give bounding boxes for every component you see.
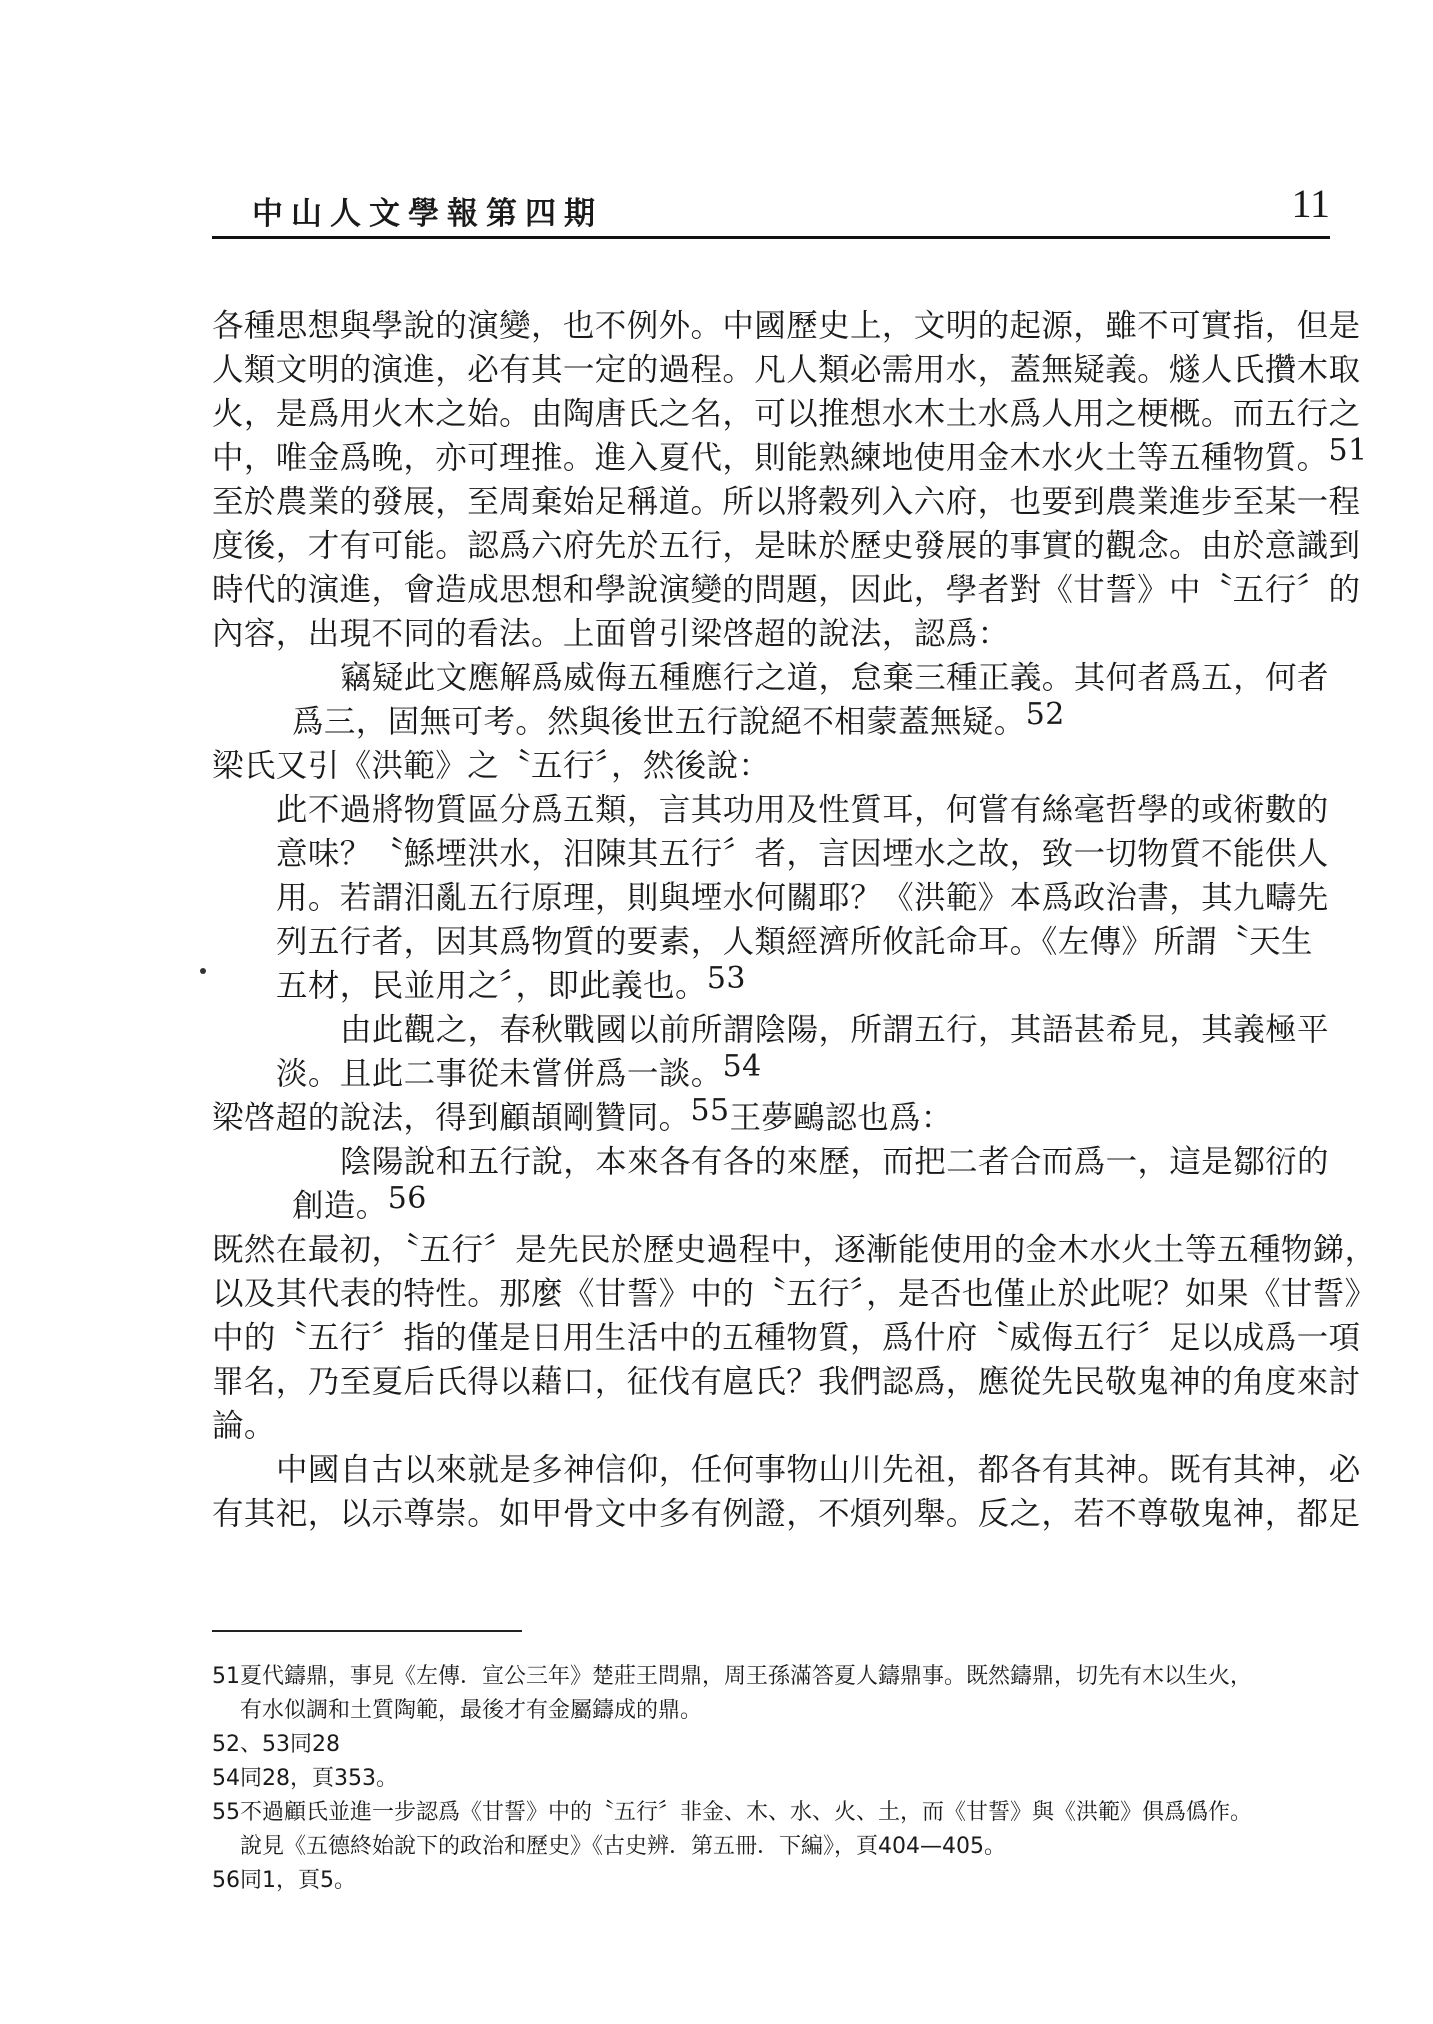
quote-line: 由此觀之，春秋戰國以前所謂陰陽，所謂五行，其語甚希見，其義極平	[340, 1012, 1329, 1048]
note-reference: 56	[387, 1181, 427, 1216]
text-line: 中國自古以來就是多神信仰，任何事物山川先祖，都各有其神。既有其神，必	[276, 1452, 1361, 1488]
footnote: 說見《五德終始說下的政治和歷史》《古史辨．第五冊．下編》，頁404—405。	[240, 1834, 1006, 1859]
note-reference: 55	[690, 1093, 730, 1128]
text-segment: 淡。且此二事從未嘗併爲一談。	[276, 1056, 723, 1092]
text-line: 火，是爲用火木之始。由陶唐氏之名，可以推想水木土水爲人用之梗概。而五行之	[212, 396, 1361, 432]
quote-line	[212, 697, 1330, 744]
quote-line: 列五行者，因其爲物質的要素，人類經濟所攸託命耳。《左傳》所謂〝天生	[276, 924, 1313, 960]
text-segment: 爲三，固無可考。然與後世五行說絕不相蒙蓋無疑。	[292, 704, 1026, 740]
footnote: 54同28，頁353。	[212, 1766, 398, 1791]
page-number: 11	[1291, 181, 1330, 226]
text-line: 梁氏又引《洪範》之〝五行〞，然後說：	[212, 748, 771, 784]
quote-line: 竊疑此文應解爲威侮五種應行之道，怠棄三種正義。其何者爲五，何者	[340, 660, 1329, 696]
text-line: 既然在最初，〝五行〞是先民於歷史過程中，逐漸能使用的金木水火土等五種物銻，	[212, 1232, 1377, 1268]
footnotes	[212, 1660, 1330, 1898]
text-line: 有其祀，以示尊崇。如甲骨文中多有例證，不煩列舉。反之，若不尊敬鬼神，都足	[212, 1496, 1361, 1532]
text-line: 度後，才有可能。認爲六府先於五行，是昧於歷史發展的事實的觀念。由於意識到	[212, 528, 1361, 564]
text-segment: 創造。	[292, 1188, 388, 1224]
footnote: 52、53同28	[212, 1732, 340, 1757]
quote-line: 陰陽說和五行說，本來各有各的來歷，而把二者合而爲一，這是鄒衍的	[340, 1144, 1329, 1180]
note-reference: 51	[1328, 433, 1368, 468]
text-line: 人類文明的演進，必有其一定的過程。凡人類必需用水，蓋無疑義。燧人氏攢木取	[212, 352, 1361, 388]
text-line: 中的〝五行〞指的僅是日用生活中的五種物質，爲什府〝威侮五行〞足以成爲一項	[212, 1320, 1361, 1356]
text-segment: 五材，民並用之〞，即此義也。	[276, 968, 707, 1004]
text-line: 時代的演進，會造成思想和學說演變的問題，因此，學者對《甘誓》中〝五行〞的	[212, 572, 1361, 608]
text-line	[212, 433, 1368, 480]
text-segment: 中，唯金爲晚，亦可理推。進入夏代，則能熟練地使用金木水火土等五種物質。	[212, 440, 1329, 476]
footnote: 有水似調和土質陶範，最後才有金屬鑄成的鼎。	[240, 1698, 703, 1723]
note-reference: 53	[706, 961, 746, 996]
text-line: 各種思想與學說的演變，也不例外。中國歷史上，文明的起源，雖不可實指，但是	[212, 308, 1361, 344]
text-line: 以及其代表的特性。那麼《甘誓》中的〝五行〞，是否也僅止於此呢？如果《甘誓》	[212, 1276, 1377, 1312]
running-header	[212, 181, 1330, 239]
text-line: 至於農業的發展，至周棄始足稱道。所以將穀列入六府，也要到農業進步至某一程	[212, 484, 1361, 520]
quote-line: 意味？〝鯀堙洪水，汨陳其五行〞者，言因堙水之故，致一切物質不能供人	[276, 836, 1329, 872]
note-reference: 54	[722, 1049, 762, 1084]
quote-line: 此不過將物質區分爲五類，言其功用及性質耳，何嘗有絲毫哲學的或術數的	[276, 792, 1329, 828]
text-line	[212, 1093, 1330, 1140]
text-line: 內容，出現不同的看法。上面曾引梁啓超的說法，認爲：	[212, 616, 1010, 652]
quote-line: 用。若謂汨亂五行原理，則與堙水何關耶？《洪範》本爲政治書，其九疇先	[276, 880, 1329, 916]
text-line: 論。	[212, 1408, 276, 1444]
text-segment: 王夢鷗認也爲：	[729, 1100, 953, 1136]
footnote-divider	[212, 1630, 522, 1632]
footnote: 56同1，頁5。	[212, 1868, 356, 1893]
note-reference: 52	[1025, 697, 1065, 732]
quote-line	[212, 1049, 1330, 1096]
footnote: 51夏代鑄鼎，事見《左傳．宣公三年》楚莊王問鼎，周王孫滿答夏人鑄鼎事。既然鑄鼎，切先有木以生火，	[212, 1664, 1252, 1689]
quote-line	[212, 1181, 1330, 1228]
stray-mark	[200, 968, 206, 974]
text-line: 罪名，乃至夏后氏得以藉口，征伐有扈氏？我們認爲，應從先民敬鬼神的角度來討	[212, 1364, 1361, 1400]
footnote: 55不過顧氏並進一步認爲《甘誓》中的〝五行〞非金、木、水、火、土，而《甘誓》與《洪範》俱爲僞作。	[212, 1800, 1252, 1825]
quote-line	[212, 961, 1330, 1008]
journal-title: 中山人文學報第四期	[252, 196, 603, 232]
main-text	[212, 304, 1377, 1536]
text-segment: 梁啓超的說法，得到顧頡剛贊同。	[212, 1100, 691, 1136]
